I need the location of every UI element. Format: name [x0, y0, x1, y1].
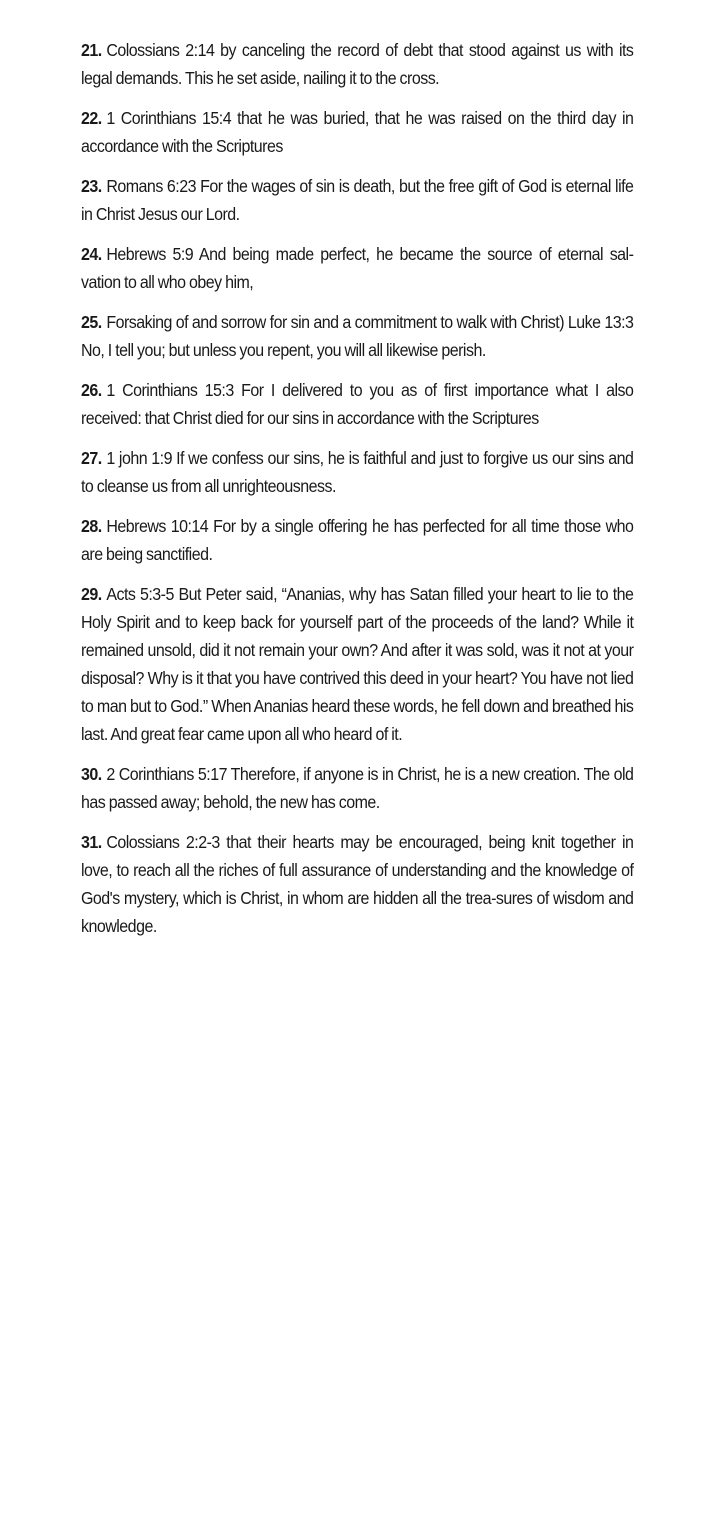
footnote-30	[81, 760, 633, 816]
footnote-number: 29.	[81, 584, 102, 604]
footnote-text: Acts 5:3-5 But Peter said, “Ananias, why has Satan filled your heart to lie to the Holy Spirit and to keep back for yourself part of the proceeds of the land? While it remained unsold, did it not remain your own? And after it was sold, was it not at your disposal? Why is it that you have contrived this deed in your heart? You have not lied to man but to God.” When Ananias heard these words, he fell down and breathed his last. And great fear came upon all who heard of it.	[81, 584, 634, 744]
footnote-text: Colossians 2:14 by canceling the record of debt that stood against us with its legal demands. This he set aside, nailing it to the cross.	[81, 40, 634, 88]
footnote-26	[81, 376, 633, 432]
footnote-list	[81, 36, 634, 952]
footnote-number: 22.	[81, 108, 102, 128]
footnote-number: 21.	[81, 40, 102, 60]
footnote-25	[81, 308, 633, 364]
footnote-number: 31.	[81, 832, 102, 852]
footnote-23	[81, 172, 633, 228]
footnote-number: 25.	[81, 312, 102, 332]
footnote-text: 2 Corinthians 5:17 Therefore, if anyone is in Christ, he is a new creation. The old has passed away; behold, the new has come.	[81, 764, 634, 812]
footnote-number: 26.	[81, 380, 102, 400]
footnote-text: Hebrews 5:9 And being made perfect, he became the source of eternal sal-vation to all who obey him,	[81, 244, 634, 292]
footnote-text: Hebrews 10:14 For by a single offering he has perfected for all time those who are being sanctified.	[81, 516, 634, 564]
footnote-27	[81, 444, 633, 500]
footnote-28	[81, 512, 633, 568]
footnote-text: 1 john 1:9 If we confess our sins, he is faithful and just to forgive us our sins and to cleanse us from all unrighteousness.	[81, 448, 634, 496]
footnote-number: 23.	[81, 176, 102, 196]
footnote-29	[81, 580, 633, 748]
footnote-text: Colossians 2:2-3 that their hearts may be encouraged, being knit together in love, to reach all the riches of full assurance of understanding and the knowledge of God's mystery, which is Christ, in whom are hidden all the trea-sures of wisdom and knowledge.	[81, 832, 634, 936]
footnote-24	[81, 240, 633, 296]
footnote-text: 1 Corinthians 15:4 that he was buried, that he was raised on the third day in accordance with the Scriptures	[81, 108, 634, 156]
footnote-21	[81, 36, 633, 92]
footnote-text: Romans 6:23 For the wages of sin is death, but the free gift of God is eternal life in Christ Jesus our Lord.	[81, 176, 634, 224]
footnote-text: Forsaking of and sorrow for sin and a commitment to walk with Christ) Luke 13:3 No, I tell you; but unless you repent, you will all likewise perish.	[81, 312, 634, 360]
footnote-22	[81, 104, 633, 160]
footnote-number: 27.	[81, 448, 102, 468]
footnote-31	[81, 828, 633, 940]
footnote-number: 28.	[81, 516, 102, 536]
footnote-number: 24.	[81, 244, 102, 264]
footnote-number: 30.	[81, 764, 102, 784]
footnote-text: 1 Corinthians 15:3 For I delivered to you as of first importance what I also received: that Christ died for our sins in accordance with the Scriptures	[81, 380, 634, 428]
